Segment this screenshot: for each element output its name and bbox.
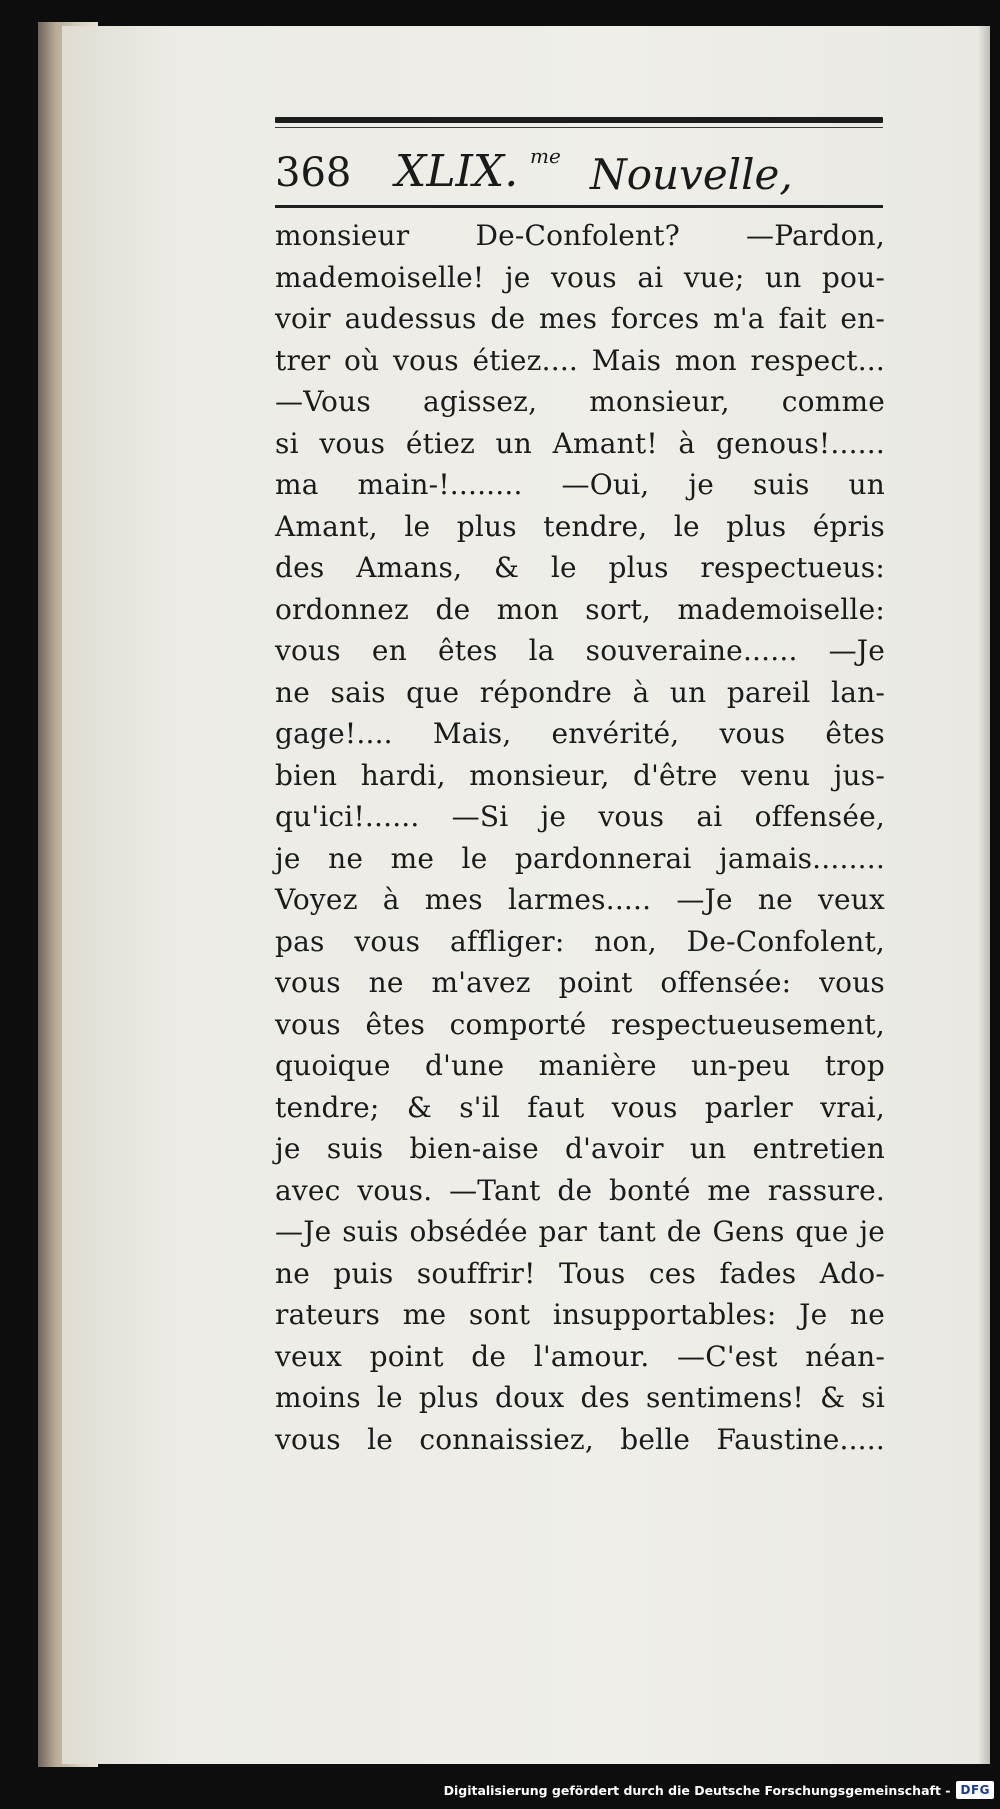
top-rule-thin <box>275 127 883 128</box>
text-line: ma main-!........ —Oui, je suis un <box>275 468 885 501</box>
text-line: bien hardi, monsieur, d'être venu jus- <box>275 758 885 792</box>
running-head <box>275 134 885 204</box>
text-line: voir audessus de mes forces m'a fait en- <box>275 302 885 335</box>
text-line: avec vous. —Tant de bonté me rassure. <box>275 1173 885 1207</box>
text-line: moins le plus doux des sentimens! & si <box>275 1381 885 1414</box>
text-line: veux point de l'amour. —C'est néan- <box>275 1339 885 1373</box>
body-text <box>275 215 885 1460</box>
text-line: quoique d'une manière un-peu trop <box>275 1049 885 1082</box>
text-line: Voyez à mes larmes..... —Je ne veux <box>275 883 885 916</box>
text-line: des Amans, & le plus respectueus: <box>275 551 885 584</box>
text-line: vous le connaissiez, belle Faustine..... <box>275 1422 885 1456</box>
text-line: vous ne m'avez point offensée: vous <box>275 966 885 999</box>
head-rule <box>275 205 883 208</box>
credit-text: Digitalisierung gefördert durch die Deutsche Forschungsgemeinschaft - <box>443 1782 951 1798</box>
dfg-logo: DFG <box>956 1781 994 1799</box>
page-right-shadow <box>978 26 990 1764</box>
text-line: gage!.... Mais, envérité, vous êtes <box>275 717 885 750</box>
digitization-credit <box>444 1775 994 1805</box>
text-line: rateurs me sont insupportables: Je ne <box>275 1298 885 1331</box>
text-line: trer où vous étiez.... Mais mon respect... <box>275 343 885 377</box>
text-line: ordonnez de mon sort, mademoiselle: <box>275 592 885 626</box>
text-line: je suis bien-aise d'avoir un entretien <box>275 1132 885 1165</box>
top-rule <box>275 117 883 123</box>
text-line: je ne me le pardonnerai jamais........ <box>275 841 885 875</box>
text-line: pas vous affliger: non, De-Confolent, <box>275 924 885 958</box>
text-line: monsieur De-Confolent? —Pardon, <box>275 219 885 252</box>
text-line: vous êtes comporté respectueusement, <box>275 1007 885 1041</box>
text-line: ne puis souffrir! Tous ces fades Ado- <box>275 1256 885 1290</box>
text-line: Amant, le plus tendre, le plus épris <box>275 509 885 543</box>
text-line: —Je suis obsédée par tant de Gens que je <box>275 1215 885 1248</box>
head-numeral-suffix: me <box>530 144 561 168</box>
page-number: 368 <box>275 150 352 196</box>
text-line: mademoiselle! je vous ai vue; un pou- <box>275 260 885 294</box>
head-numeral: XLIX. <box>395 146 519 197</box>
text-line: si vous étiez un Amant! à genous!...... <box>275 426 885 460</box>
text-line: —Vous agissez, monsieur, comme <box>275 385 885 418</box>
text-line: qu'ici!...... —Si je vous ai offensée, <box>275 800 885 833</box>
text-line: ne sais que répondre à un pareil lan- <box>275 675 885 709</box>
head-title-word: Nouvelle, <box>590 150 793 199</box>
text-line: tendre; & s'il faut vous parler vrai, <box>275 1090 885 1124</box>
text-line: vous en êtes la souveraine...... —Je <box>275 634 885 667</box>
